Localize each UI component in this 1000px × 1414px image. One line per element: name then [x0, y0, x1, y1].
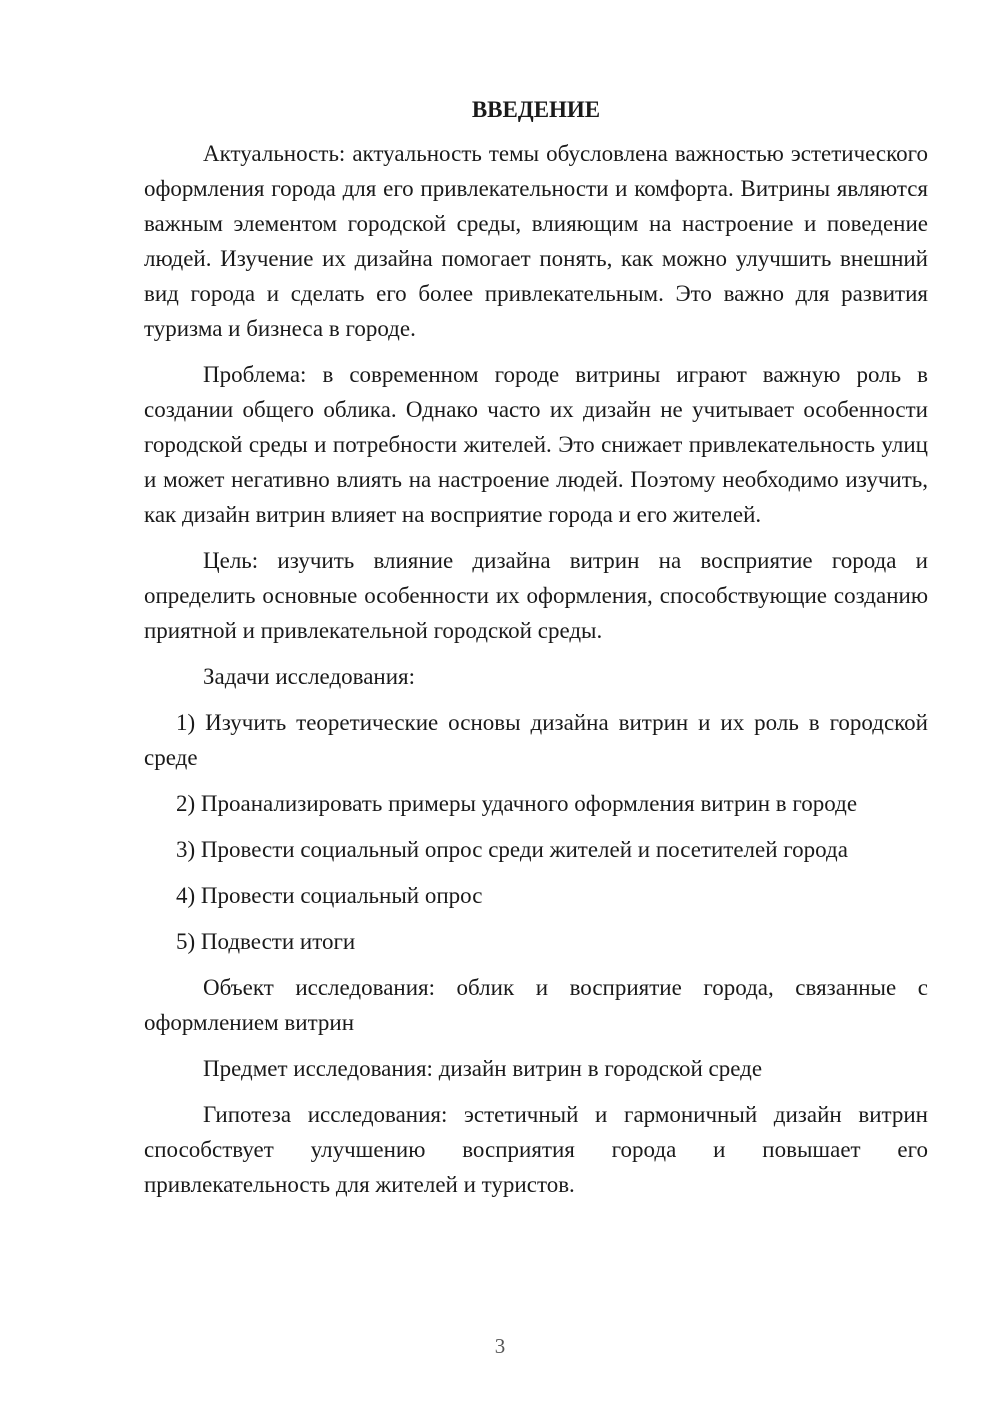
page-number: 3 — [494, 1334, 506, 1358]
task-item-4: 4) Провести социальный опрос — [176, 883, 483, 908]
tasks-heading: Задачи исследования: — [203, 664, 416, 689]
paragraph-problem: Проблема: в современном городе витрины играют важную роль в создании общего облика. Однако часто их дизайн не учитывает особенности городской среды и потребности жителей. Это снижает привлекательность улиц и может негативно влиять на настроение людей. Поэтому необходимо изучить, как дизайн витрин влияет на восприятие города и его жителей. — [144, 362, 928, 527]
paragraph-goal: Цель: изучить влияние дизайна витрин на восприятие города и определить основные особенности их оформления, способствующие созданию приятной и привлекательной городской среды. — [144, 548, 928, 643]
task-item-1: 1) Изучить теоретические основы дизайна витрин и их роль в городской среде — [144, 710, 928, 770]
paragraph-subject: Предмет исследования: дизайн витрин в городской среде — [203, 1056, 763, 1081]
page-title: ВВЕДЕНИЕ — [471, 97, 601, 122]
document-page — [144, 94, 928, 1213]
task-item-5: 5) Подвести итоги — [176, 929, 356, 954]
paragraph-hypothesis: Гипотеза исследования: эстетичный и гармоничный дизайн витрин способствует улучшению восприятия города и повышает его привлекательность для жителей и туристов. — [144, 1102, 928, 1197]
paragraph-relevance: Актуальность: актуальность темы обусловлена важностью эстетического оформления города для его привлекательности и комфорта. Витрины являются важным элементом городской среды, влияющим на настроение и поведение людей. Изучение их дизайна помогает понять, как можно улучшить внешний вид города и сделать его более привлекательным. Это важно для развития туризма и бизнеса в городе. — [144, 141, 928, 341]
task-item-2: 2) Проанализировать примеры удачного оформления витрин в городе — [176, 791, 858, 816]
task-item-3: 3) Провести социальный опрос среди жителей и посетителей города — [176, 837, 848, 862]
paragraph-object: Объект исследования: облик и восприятие города, связанные с оформлением витрин — [144, 975, 928, 1035]
